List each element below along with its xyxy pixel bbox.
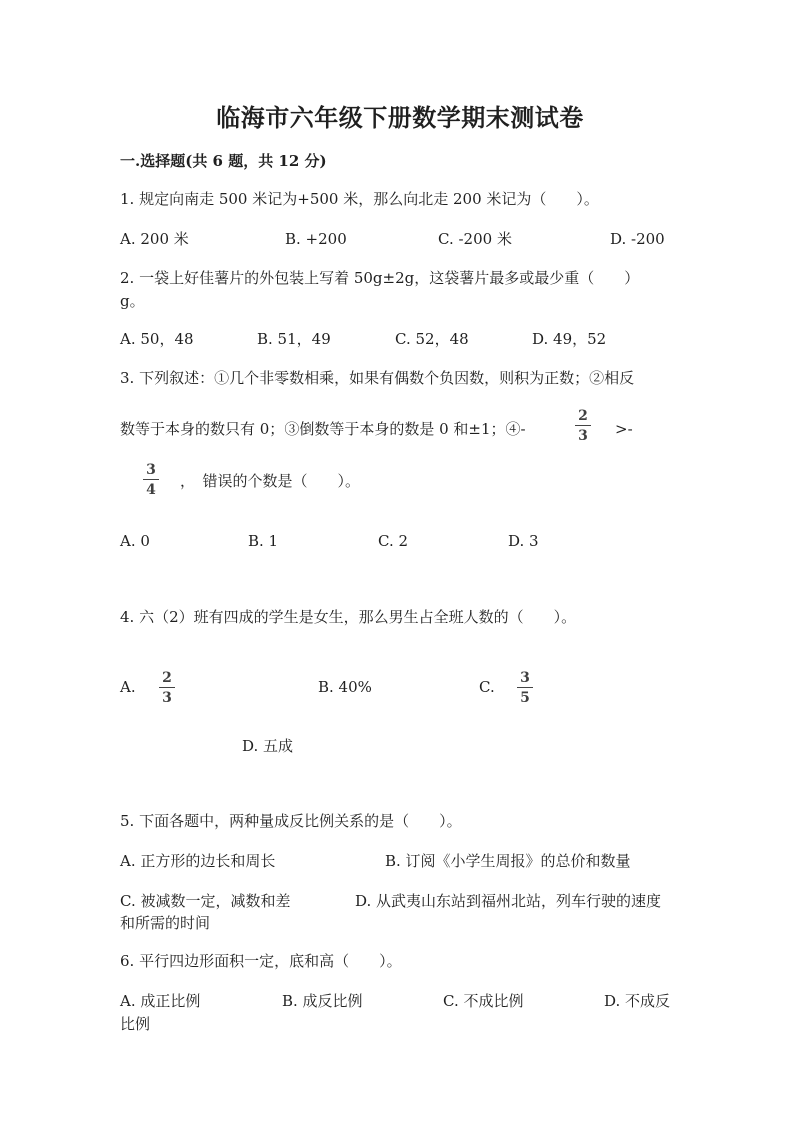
question-5-option-a: A. 正方形的边长和周长	[120, 852, 276, 870]
question-6-option-a: A. 成正比例	[120, 992, 201, 1010]
question-6-option-d-line2: 比例	[120, 1015, 151, 1033]
fraction-numerator: 2	[578, 408, 588, 424]
fraction-bar	[143, 479, 159, 480]
question-6-text: 6. 平行四边形面积一定，底和高（ ）。	[120, 952, 402, 970]
fraction-numerator: 2	[162, 670, 172, 686]
question-1-option-a: A. 200 米	[120, 230, 189, 248]
question-3-text-line2: 数等于本身的数只有 0；③倒数等于本身的数是 0 和±1；④-	[120, 420, 526, 438]
fraction-numerator: 3	[520, 670, 530, 686]
fraction-denominator: 5	[520, 690, 530, 706]
question-2-option-a: A. 50，48	[120, 330, 194, 348]
section-heading: 一.选择题(共 6 题，共 12 分)	[120, 152, 327, 170]
question-2-text-line2: g。	[120, 292, 145, 310]
question-1-text: 1. 规定向南走 500 米记为+500 米，那么向北走 200 米记为（ ）。	[120, 190, 599, 208]
question-4-option-b: B. 40%	[318, 678, 372, 696]
page-title: 临海市六年级下册数学期末测试卷	[216, 103, 584, 132]
question-3-option-b: B. 1	[248, 532, 279, 550]
question-4-option-a-fraction	[158, 670, 176, 706]
fraction-denominator: 4	[146, 482, 156, 498]
question-2-option-b: B. 51，49	[257, 330, 331, 348]
question-5-option-c: C. 被减数一定，减数和差	[120, 892, 291, 910]
question-5-option-d-line1: D. 从武夷山东站到福州北站，列车行驶的速度	[355, 892, 662, 910]
fraction-bar	[517, 687, 533, 688]
question-3-text-line1: 3. 下列叙述：①几个非零数相乘，如果有偶数个负因数，则积为正数；②相反	[120, 369, 635, 387]
question-3-option-a: A. 0	[120, 532, 150, 550]
fraction-bar	[159, 687, 175, 688]
fraction-denominator: 3	[578, 428, 588, 444]
question-5-text: 5. 下面各题中，两种量成反比例关系的是（ ）。	[120, 812, 462, 830]
question-6-option-b: B. 成反比例	[282, 992, 363, 1010]
fraction-numerator: 3	[146, 462, 156, 478]
question-1-option-b: B. +200	[285, 230, 347, 248]
question-3-option-d: D. 3	[508, 532, 539, 550]
question-4-option-d: D. 五成	[242, 737, 294, 755]
question-1-option-c: C. -200 米	[438, 230, 512, 248]
question-4-text: 4. 六（2）班有四成的学生是女生，那么男生占全班人数的（ ）。	[120, 608, 577, 626]
question-5-option-d-line2: 和所需的时间	[120, 914, 211, 932]
fraction-denominator: 3	[162, 690, 172, 706]
question-2-text-line1: 2. 一袋上好佳薯片的外包装上写着 50g±2g，这袋薯片最多或最少重（ ）	[120, 269, 640, 287]
question-3-text-line3: ， 错误的个数是（ ）。	[180, 472, 361, 490]
question-6-option-d-line1: D. 不成反	[604, 992, 671, 1010]
question-6-option-c: C. 不成比例	[443, 992, 524, 1010]
question-3-option-c: C. 2	[378, 532, 409, 550]
question-2-option-c: C. 52，48	[395, 330, 469, 348]
question-3-fraction-1	[574, 408, 592, 444]
fraction-bar	[575, 425, 591, 426]
question-4-option-a-label: A.	[120, 678, 136, 696]
question-3-greater-than: >-	[615, 420, 633, 438]
question-4-option-c-fraction	[516, 670, 534, 706]
question-3-fraction-2	[142, 462, 160, 498]
question-4-option-c-label: C.	[479, 678, 495, 696]
question-5-option-b: B. 订阅《小学生周报》的总价和数量	[385, 852, 631, 870]
question-1-option-d: D. -200	[610, 230, 665, 248]
question-2-option-d: D. 49，52	[532, 330, 607, 348]
